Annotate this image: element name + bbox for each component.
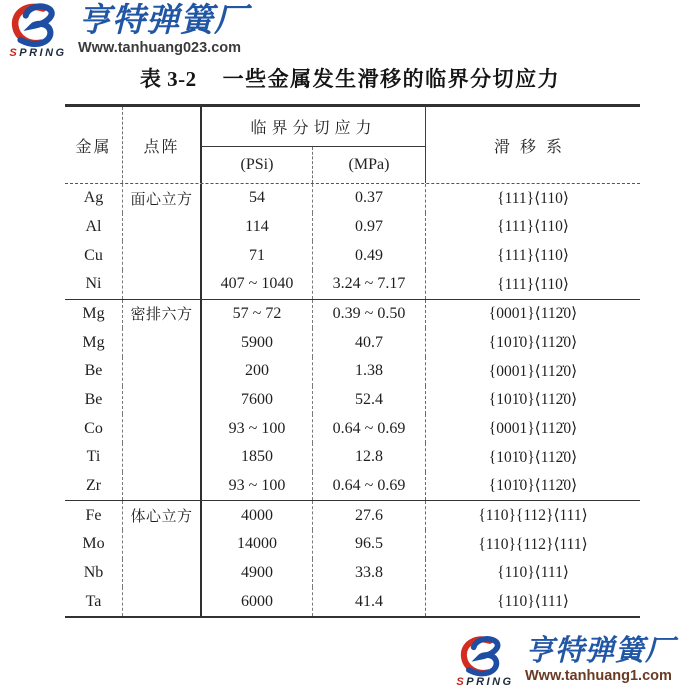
mpa-cell: 96.5	[312, 530, 425, 559]
psi-cell: 1850	[200, 443, 312, 472]
slip-cell: {111}⟨110⟩	[425, 184, 640, 213]
metal-cell: Mo	[82, 535, 105, 553]
slip-cell: {111}⟨110⟩	[425, 270, 640, 299]
metal-cell: Cu	[84, 246, 103, 264]
psi-cell: 7600	[200, 386, 312, 415]
mpa-cell: 52.4	[312, 386, 425, 415]
metal-cell: Ni	[85, 275, 102, 293]
spring-logo-icon	[10, 3, 66, 49]
metal-cell: Fe	[85, 506, 102, 524]
lattice-cell	[122, 443, 200, 472]
table-row	[65, 386, 640, 415]
spring-logo-text: SPRING	[456, 676, 514, 688]
lattice-cell	[122, 241, 200, 270]
metal-cell: Ta	[85, 592, 102, 610]
metal-cell: Nb	[83, 563, 104, 581]
metal-cell: Mg	[82, 304, 105, 322]
psi-cell: 93 ~ 100	[200, 414, 312, 443]
slip-cell: {111}⟨110⟩	[425, 213, 640, 242]
table-row	[65, 299, 640, 329]
header-psi: (PSi)	[200, 147, 312, 183]
mpa-cell: 27.6	[312, 501, 425, 530]
mpa-cell: 12.8	[312, 443, 425, 472]
psi-cell: 57 ~ 72	[200, 300, 312, 329]
table-title	[0, 63, 700, 93]
metal-cell: Be	[84, 390, 103, 408]
header-crss: 临界分切应力	[200, 107, 425, 147]
spring-logo-icon	[459, 636, 511, 678]
header-metal: 金属	[75, 138, 112, 156]
table-title-text: 一些金属发生滑移的临界分切应力	[222, 67, 561, 91]
lattice-cell: 体心立方	[122, 501, 200, 530]
lattice-cell	[122, 414, 200, 443]
brand-name: 亨特弹簧厂	[525, 635, 676, 667]
lattice-cell	[122, 559, 200, 588]
mpa-cell: 0.64 ~ 0.69	[312, 472, 425, 501]
psi-cell: 4900	[200, 559, 312, 588]
header-lattice: 点阵	[122, 107, 200, 183]
metal-cell: Ti	[86, 448, 101, 466]
lattice-cell	[122, 587, 200, 616]
slip-cell: {101̇0}⟨112̇0⟩	[425, 328, 640, 357]
metal-cell: Be	[84, 362, 103, 380]
brand-name: 亨特弹簧厂	[78, 1, 248, 38]
slip-cell: {101̇0}⟨112̇0⟩	[425, 386, 640, 415]
table-row	[65, 530, 640, 559]
crss-table	[65, 104, 640, 618]
mpa-cell: 41.4	[312, 587, 425, 616]
lattice-cell	[122, 357, 200, 386]
brand-url: Www.tanhuang1.com	[525, 668, 672, 685]
table-body	[65, 184, 640, 616]
lattice-cell: 面心立方	[122, 184, 200, 213]
table-row	[65, 357, 640, 386]
watermark-top	[8, 3, 248, 59]
slip-cell: {110}⟨111⟩	[425, 587, 640, 616]
psi-cell: 14000	[200, 530, 312, 559]
slip-cell: {111}⟨110⟩	[425, 241, 640, 270]
table-row	[65, 443, 640, 472]
mpa-cell: 1.38	[312, 357, 425, 386]
mpa-cell: 0.39 ~ 0.50	[312, 300, 425, 329]
table-row	[65, 472, 640, 501]
metal-cell: Zr	[85, 476, 102, 494]
slip-cell: {101̇0}⟨112̇0⟩	[425, 472, 640, 501]
lattice-cell	[122, 530, 200, 559]
slip-cell: {110}⟨111⟩	[425, 559, 640, 588]
header-mpa: (MPa)	[312, 147, 425, 183]
table-row	[65, 328, 640, 357]
psi-cell: 6000	[200, 587, 312, 616]
spring-logo-text: SPRING	[9, 47, 67, 59]
lattice-cell	[122, 270, 200, 299]
slip-cell: {0001}⟨112̇0⟩	[425, 357, 640, 386]
lattice-cell: 密排六方	[122, 300, 200, 329]
psi-cell: 407 ~ 1040	[200, 270, 312, 299]
psi-cell: 114	[200, 213, 312, 242]
mpa-cell: 3.24 ~ 7.17	[312, 270, 425, 299]
slip-cell: {110}{112}⟨111⟩	[425, 530, 640, 559]
lattice-cell	[122, 213, 200, 242]
mpa-cell: 33.8	[312, 559, 425, 588]
lattice-cell	[122, 328, 200, 357]
table-row	[65, 587, 640, 616]
table-row	[65, 270, 640, 299]
psi-cell: 4000	[200, 501, 312, 530]
lattice-cell	[122, 472, 200, 501]
psi-cell: 5900	[200, 328, 312, 357]
slip-cell: {0001}⟨112̇0⟩	[425, 414, 640, 443]
table-header	[65, 107, 640, 184]
mpa-cell: 0.64 ~ 0.69	[312, 414, 425, 443]
table-number: 表 3-2	[139, 67, 197, 91]
header-slip: 滑移系	[425, 107, 640, 183]
table-row	[65, 184, 640, 213]
table-row	[65, 559, 640, 588]
lattice-cell	[122, 386, 200, 415]
slip-cell: {101̇0}⟨112̇0⟩	[425, 443, 640, 472]
table-row	[65, 213, 640, 242]
metal-cell: Mg	[82, 333, 105, 351]
psi-cell: 71	[200, 241, 312, 270]
metal-cell: Ag	[83, 189, 104, 207]
psi-cell: 93 ~ 100	[200, 472, 312, 501]
table-row	[65, 414, 640, 443]
table-row	[65, 500, 640, 530]
table-row	[65, 241, 640, 270]
mpa-cell: 0.37	[312, 184, 425, 213]
mpa-cell: 0.49	[312, 241, 425, 270]
metal-cell: Al	[85, 217, 102, 235]
brand-url: Www.tanhuang023.com	[78, 39, 242, 56]
slip-cell: {110}{112}⟨111⟩	[425, 501, 640, 530]
psi-cell: 200	[200, 357, 312, 386]
metal-cell: Co	[84, 419, 103, 437]
psi-cell: 54	[200, 184, 312, 213]
slip-cell: {0001}⟨112̇0⟩	[425, 300, 640, 329]
mpa-cell: 0.97	[312, 213, 425, 242]
watermark-bottom	[455, 636, 675, 688]
mpa-cell: 40.7	[312, 328, 425, 357]
